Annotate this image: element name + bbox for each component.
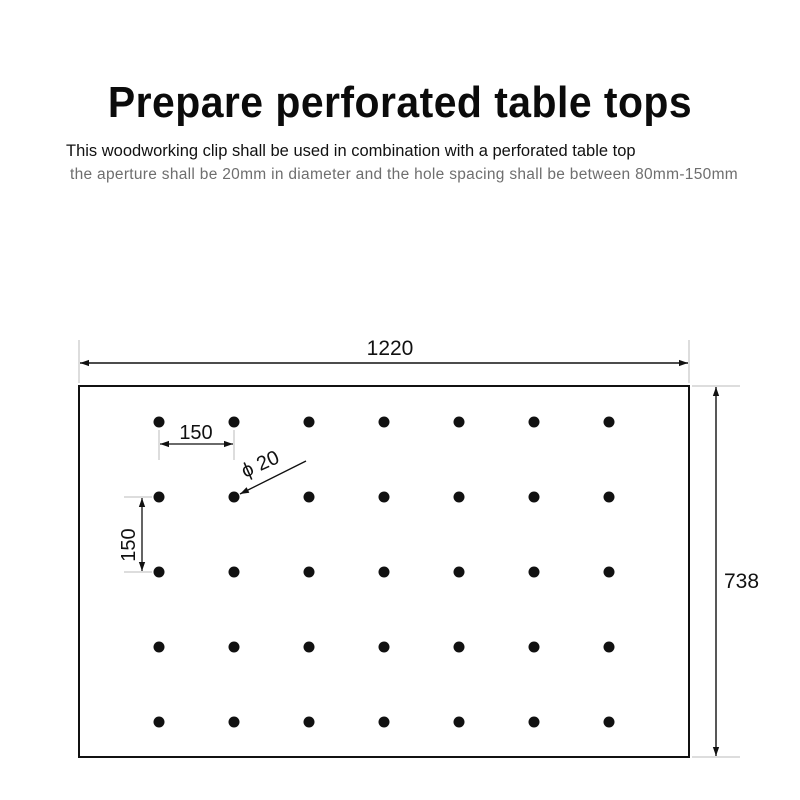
page-title: Prepare perforated table tops xyxy=(107,78,693,127)
hole xyxy=(604,417,615,428)
hole xyxy=(229,417,240,428)
hole xyxy=(154,492,165,503)
height-label: 738 xyxy=(724,570,760,593)
hole xyxy=(454,567,465,578)
hole xyxy=(454,642,465,653)
hole xyxy=(304,642,315,653)
hole xyxy=(304,717,315,728)
hole xyxy=(529,642,540,653)
hole xyxy=(229,717,240,728)
hole xyxy=(229,642,240,653)
hole xyxy=(529,717,540,728)
diameter-label: ϕ 20 xyxy=(238,446,283,483)
hole xyxy=(454,417,465,428)
hole xyxy=(229,567,240,578)
hole xyxy=(304,492,315,503)
hole xyxy=(454,492,465,503)
hole xyxy=(379,417,390,428)
hole xyxy=(529,492,540,503)
hole xyxy=(604,642,615,653)
width-label: 1220 xyxy=(366,337,414,360)
hole xyxy=(379,567,390,578)
hole xyxy=(154,417,165,428)
hole xyxy=(304,567,315,578)
usage-description: This woodworking clip shall be used in combination with a perforated table top xyxy=(66,142,636,160)
hole xyxy=(379,492,390,503)
hole-grid xyxy=(154,417,615,728)
hole xyxy=(154,642,165,653)
hole xyxy=(154,717,165,728)
hole xyxy=(529,567,540,578)
hole xyxy=(379,717,390,728)
hole xyxy=(454,717,465,728)
hole xyxy=(154,567,165,578)
aperture-specification: the aperture shall be 20mm in diameter and the hole spacing shall be between 80mm-150mm xyxy=(70,166,738,183)
hole xyxy=(379,642,390,653)
hole xyxy=(604,717,615,728)
hole xyxy=(229,492,240,503)
hole xyxy=(604,492,615,503)
hole xyxy=(604,567,615,578)
spacing-v-label: 150 xyxy=(118,528,140,562)
hole xyxy=(529,417,540,428)
hole xyxy=(304,417,315,428)
spacing-h-label: 150 xyxy=(179,422,213,444)
